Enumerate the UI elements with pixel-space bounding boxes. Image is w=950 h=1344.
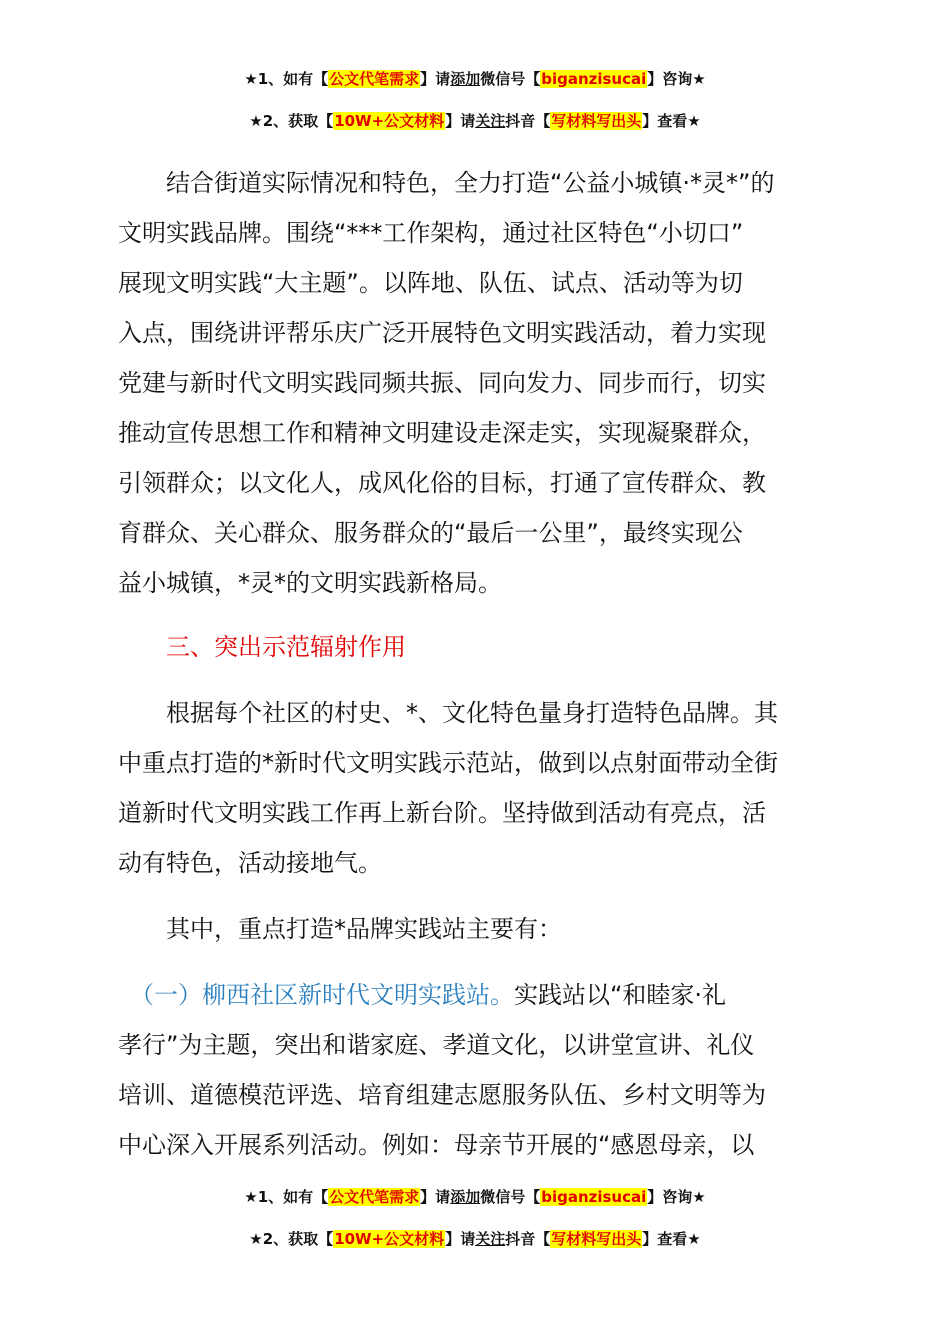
text-line: 展现文明实践“大主题”。以阵地、队伍、试点、活动等为切 [118, 269, 743, 297]
text-line: 中心深入开展系列活动。例如：母亲节开展的“感恩母亲，以 [118, 1131, 755, 1159]
heading-text: 三、突出示范辐射作用 [118, 633, 406, 661]
text-line: 推动宣传思想工作和精神文明建设走深走实，实现凝聚群众， [118, 419, 766, 447]
underlined-text: 关注 [475, 112, 506, 130]
banner-text: 微信号【 [480, 70, 541, 88]
highlight-text: 10W+公文材料 [334, 112, 445, 130]
text-line: 党建与新时代文明实践同频共振、同向发力、同步而行，切实 [118, 369, 766, 397]
banner-text: 】查看★ [642, 112, 701, 130]
top-banner-line-1 [0, 68, 950, 90]
banner-text: ★2、获取【 [249, 112, 334, 130]
highlight-text: 公文代笔需求 [329, 1188, 420, 1206]
underlined-text: 关注 [475, 1230, 506, 1248]
text-line: 动有特色，活动接地气。 [118, 849, 382, 877]
sub-heading: （一）柳西社区新时代文明实践站。 [118, 981, 514, 1009]
paragraph-2 [118, 688, 834, 888]
bottom-banner-line-2 [0, 1228, 950, 1250]
highlight-text: 公文代笔需求 [329, 70, 420, 88]
text-run: 实践站以“和睦家·礼 [514, 981, 727, 1009]
text-line: 其中，重点打造*品牌实践站主要有： [118, 915, 562, 943]
underlined-text: 添加 [450, 1188, 481, 1206]
text-line: 入点，围绕讲评帮乐庆广泛开展特色文明实践活动，着力实现 [118, 319, 766, 347]
highlight-text: 写材料写出头 [551, 112, 642, 130]
banner-text: 抖音【 [505, 112, 551, 130]
banner-text: 】咨询★ [647, 1188, 706, 1206]
text-line: 育群众、关心群众、服务群众的“最后一公里”，最终实现公 [118, 519, 743, 547]
banner-text: 】查看★ [642, 1230, 701, 1248]
text-line [118, 970, 834, 1020]
underlined-text: 添加 [450, 70, 481, 88]
text-line: 文明实践品牌。围绕“***工作架构，通过社区特色“小切口” [118, 219, 744, 247]
text-line: 引领群众；以文化人，成风化俗的目标，打通了宣传群众、教 [118, 469, 766, 497]
top-banner-line-2 [0, 110, 950, 132]
text-line: 培训、道德模范评选、培育组建志愿服务队伍、乡村文明等为 [118, 1081, 766, 1109]
banner-text: 抖音【 [505, 1230, 551, 1248]
section-heading-3 [118, 622, 834, 672]
highlight-text: 10W+公文材料 [334, 1230, 445, 1248]
paragraph-1 [118, 158, 834, 608]
highlight-text: biganzisucai [541, 1188, 647, 1206]
banner-text: 】请 [420, 70, 451, 88]
banner-text: 】咨询★ [647, 70, 706, 88]
text-line: 道新时代文明实践工作再上新台阶。坚持做到活动有亮点，活 [118, 799, 766, 827]
banner-text: ★1、如有【 [244, 70, 329, 88]
banner-text: ★2、获取【 [249, 1230, 334, 1248]
paragraph-3 [118, 904, 834, 954]
text-line: 中重点打造的*新时代文明实践示范站，做到以点射面带动全街 [118, 749, 778, 777]
banner-text: ★1、如有【 [244, 1188, 329, 1206]
paragraph-4 [118, 970, 834, 1170]
text-line: 结合街道实际情况和特色，全力打造“公益小城镇·*灵*”的 [118, 169, 775, 197]
banner-text: 】请 [445, 1230, 476, 1248]
highlight-text: biganzisucai [541, 70, 647, 88]
bottom-banner-line-1 [0, 1186, 950, 1208]
text-line: 益小城镇，*灵*的文明实践新格局。 [118, 569, 502, 597]
highlight-text: 写材料写出头 [551, 1230, 642, 1248]
banner-text: 】请 [445, 112, 476, 130]
banner-text: 微信号【 [480, 1188, 541, 1206]
text-line: 孝行”为主题，突出和谐家庭、孝道文化，以讲堂宣讲、礼仪 [118, 1031, 755, 1059]
banner-text: 】请 [420, 1188, 451, 1206]
text-line: 根据每个社区的村史、*、文化特色量身打造特色品牌。其 [118, 699, 778, 727]
